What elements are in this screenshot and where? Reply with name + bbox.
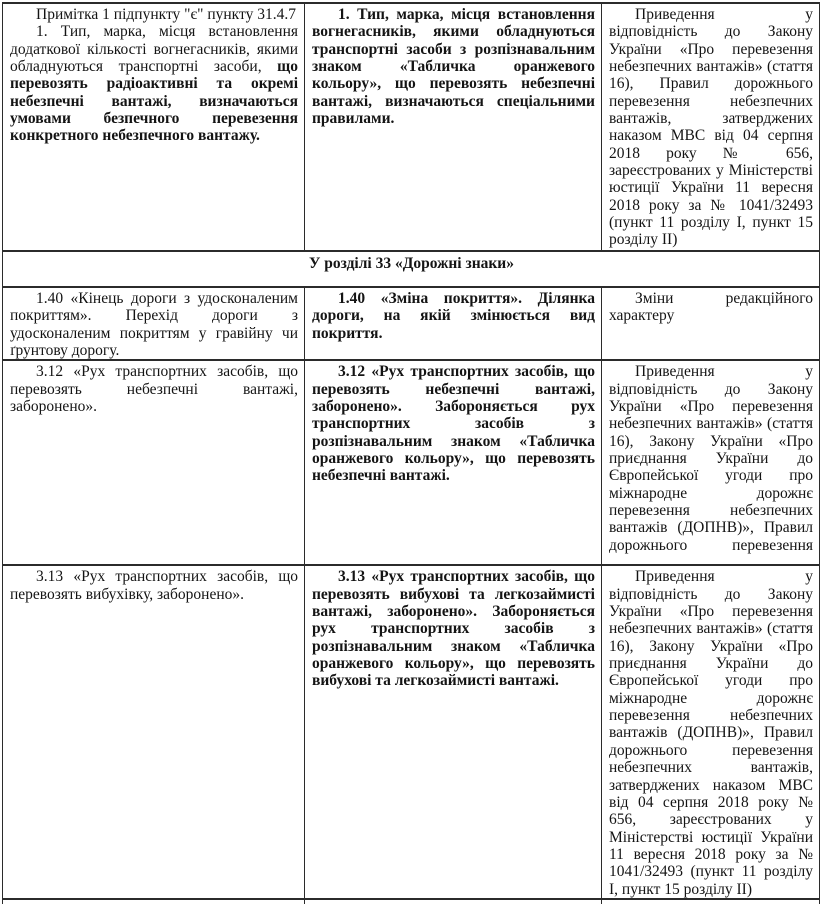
paragraph-proposed: 1.40 «Зміна покриття». Ділянка дороги, на якій змінюється вид покриття.	[312, 290, 595, 342]
paragraph-justification: Приведення у відповідність до Закону України «Про перевезення небезпечних вантажів» (стаття 16), Закону України «Про приєднання України до Європейської угоди про міжнародне дорожнє перевезення небезпечних вантажів (ДОПНВ)», Правил дорожнього перевезення небезпечних вантажів, затверджених наказом МВС від 04 серпня 2018 року № 656, зареєстрованих у Міністерстві юстиції України 11 вересня 2018 року за № 1041/32493 (пункт 11 розділу І, пункт 15 розділу ІІ)	[609, 568, 813, 898]
paragraph-proposed: 1. Тип, марка, місця встановлення вогнегасників, якими обладнуються транспортні засоби з розпізнавальним знаком «Табличка оранжевого кольору», що перевозять небезпечні вантажі, визначаються спеціальними правилами.	[312, 6, 595, 128]
row-sign-3-12	[3, 360, 820, 565]
cell-current-wording	[3, 360, 305, 565]
paragraph-justification: Приведення у відповідність до Закону України «Про перевезення небезпечних вантажів» (стаття 16), Закону України «Про приєднання України до Європейської угоди про міжнародне дорожнє перевезення небезпечних вантажів (ДОПНВ)», Правил дорожнього перевезення	[609, 363, 813, 554]
paragraph-justification: Зміни редакційного характеру	[609, 290, 813, 325]
text-run-normal: 1. Тип, марка, місця встановлення додаткової кількості вогнегасників, якими обладнуються транспортні засоби,	[10, 23, 298, 76]
section-header-cell	[3, 251, 820, 287]
cell-justification	[602, 360, 820, 565]
cell-current-wording	[3, 565, 305, 899]
section-header-text: У розділі 33 «Дорожні знаки»	[309, 255, 514, 272]
cell-current-wording	[3, 3, 305, 251]
amendments-comparison-table	[2, 2, 820, 904]
paragraph-current: 1.40 «Кінець дороги з удосконаленим покриттям». Перехід дороги з удосконаленим покриттям у гравійну чи ґрунтову дорогу.	[10, 290, 298, 360]
cell-proposed-wording	[305, 287, 602, 360]
text-run-bold: що перевозять радіоактивні та окремі небезпечні вантажі, визначаються умовами безпечного перевезення конкретного небезпечного вантажу.	[10, 58, 298, 145]
paragraph-current: 3.13 «Рух транспортних засобів, що перевозять вибухівку, заборонено».	[10, 568, 298, 603]
cell-proposed-wording	[305, 3, 602, 251]
paragraph-current: 3.12 «Рух транспортних засобів, що перевозять небезпечні вантажі, заборонено».	[10, 363, 298, 416]
cell-justification	[602, 565, 820, 899]
cell-proposed-wording	[305, 899, 602, 904]
paragraph-proposed: 3.12 «Рух транспортних засобів, що перевозять небезпечні вантажі, заборонено». Забороняється рух транспортних засобів з розпізнавальним знаком «Табличка оранжевого кольору», що перевозять небезпечні вантажі.	[312, 363, 595, 485]
paragraph-proposed: 3.13 «Рух транспортних засобів, що перевозять вибухові та легкозаймисті вантажі, заборонено». Забороняється рух транспортних засобів з розпізнавальним знаком «Табличка оранжевого кольору», що перевозять вибухові та легкозаймисті вантажі.	[312, 568, 595, 690]
cell-justification	[602, 899, 820, 904]
row-partial-clipped	[3, 899, 820, 904]
cell-proposed-wording	[305, 360, 602, 565]
row-sign-1-40	[3, 287, 820, 360]
section-header-row	[3, 251, 820, 287]
cell-justification	[602, 287, 820, 360]
cell-proposed-wording	[305, 565, 602, 899]
cell-current-wording	[3, 899, 305, 904]
cell-current-wording	[3, 287, 305, 360]
row-sign-3-13	[3, 565, 820, 899]
row-note-31-4-7	[3, 3, 820, 251]
paragraph-note-title: Примітка 1 підпункту "є" пункту 31.4.7	[36, 6, 296, 23]
cell-justification	[602, 3, 820, 251]
paragraph-justification: Приведення у відповідність до Закону України «Про перевезення небезпечних вантажів» (стаття 16), Правил дорожнього перевезення небезпечних вантажів, затверджених наказом МВС від 04 серпня 2018 року № 656, зареєстрованих у Міністерстві юстиції України 11 вересня 2018 року за № 1041/32493 (пункт 11 розділу І, пункт 15 розділу ІІ)	[609, 6, 813, 249]
paragraph-note-body	[10, 23, 298, 144]
